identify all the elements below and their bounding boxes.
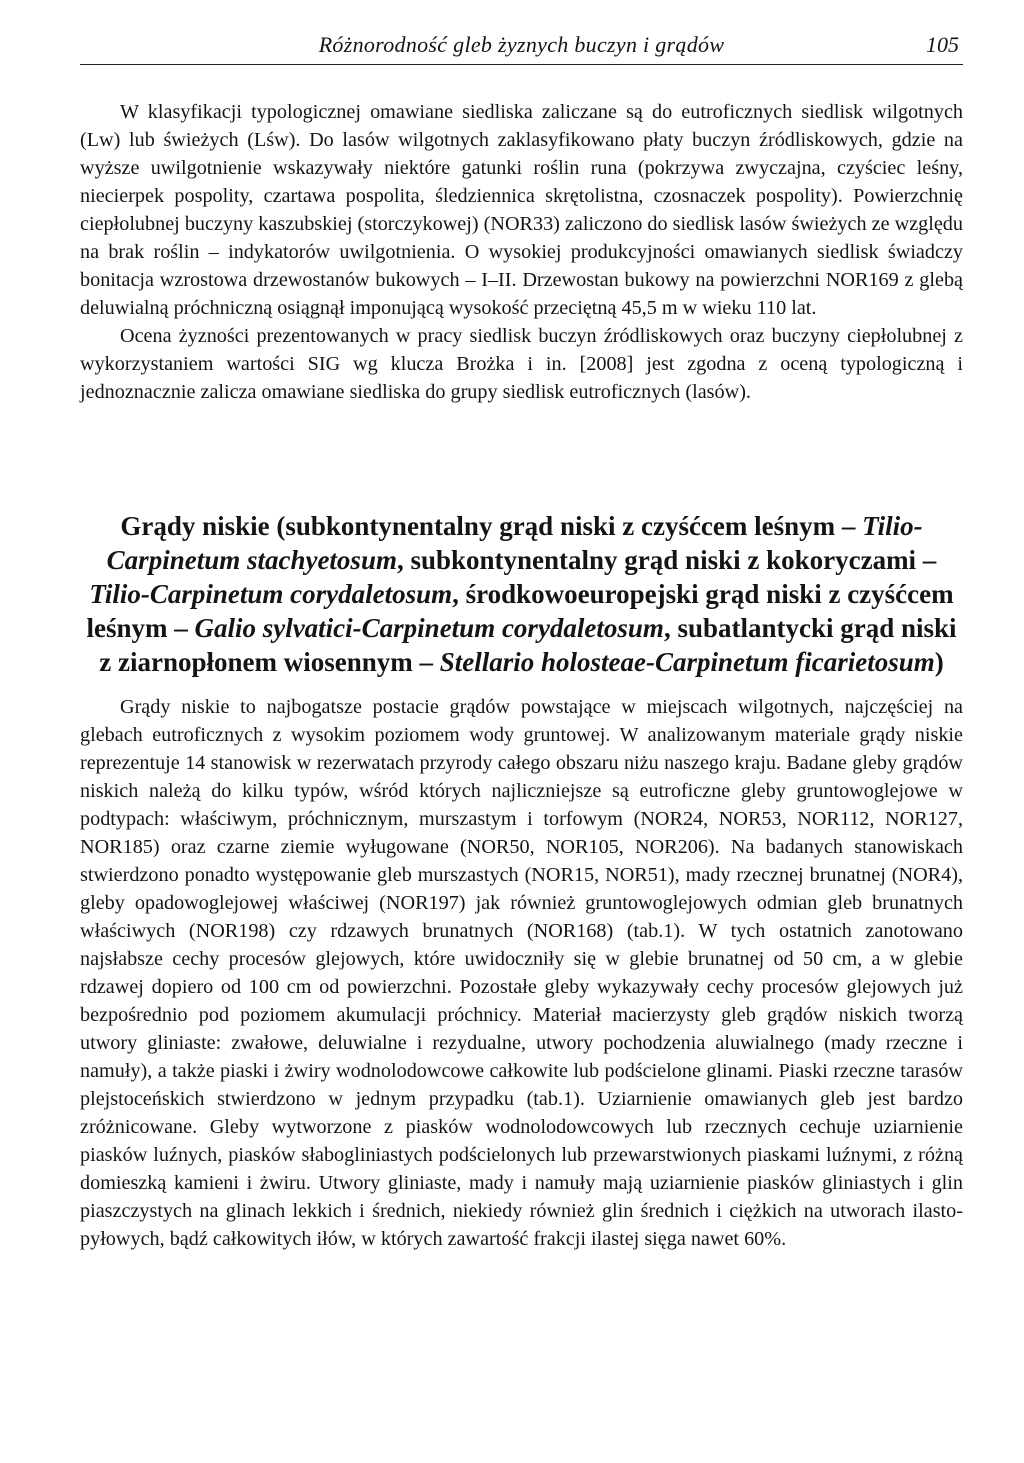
heading-text-4: , subatlantycki grąd niski z ziarnopłonem wiosennym – (99, 613, 957, 677)
heading-latin-4: Stellario holosteae-Carpinetum ficarietosum (439, 647, 935, 677)
paragraph-intro-1: W klasyfikacji typologicznej omawiane siedliska zaliczane są do eutroficznych siedlisk wilgotnych (Lw) lub świeżych (Lśw). Do lasów wilgotnych zaklasyfikowano płaty buczyn źródliskowych, gdzie na wyższe uwilgotnienie wskazywały niektóre gatunki roślin runa (pokrzywa zwyczajna, czyściec leśny, niecierpek pospolity, czartawa pospolita, śledziennica skrętolistna, czosnaczek pospolity). Powierzchnię ciepłolubnej buczyny kaszubskiej (storczykowej) (NOR33) zaliczono do siedlisk lasów świeżych ze względu na brak roślin – indykatorów uwilgotnienia. O wysokiej produkcyjności omawianych siedlisk świadczy bonitacja wzrostowa drzewostanów bukowych – I–II. Drzewostan bukowy na powierzchni NOR169 z glebą deluwialną próchniczną osiągnął imponującą wysokość przeciętną 45,5 m w wieku 110 lat. (80, 101, 963, 319)
heading-text-3: , środkowoeuropejski grąd niski z czyśćcem leśnym – (86, 579, 954, 643)
heading-latin-3: Galio sylvatici-Carpinetum corydaletosum (194, 613, 664, 643)
heading-text-1: Grądy niskie (subkontynentalny grąd niski z czyśćcem leśnym – (120, 511, 863, 541)
page-number: 105 (926, 32, 959, 57)
section-heading (80, 509, 963, 679)
section-grady-niskie (80, 509, 963, 1253)
heading-latin-2: Tilio-Carpinetum corydaletosum (89, 579, 453, 609)
running-title: Różnorodność gleb żyznych buczyn i grądów (318, 32, 725, 57)
document-page (80, 0, 963, 1463)
heading-text-2: , subkontynentalny grąd niski z kokoryczami – (396, 545, 937, 575)
paragraph-section-1: Grądy niskie to najbogatsze postacie grądów powstające w miejscach wilgotnych, najczęściej na glebach eutroficznych z wysokim poziomem wody gruntowej. W analizowanym materiale grądy niskie reprezentuje 14 stanowisk w rezerwatach przyrody całego obszaru niżu naszego kraju. Badane gleby grądów niskich należą do kilku typów, wśród których najliczniejsze są eutroficzne gleby gruntowoglejowe w podtypach: właściwym, próchnicznym, murszastym i torfowym (NOR24, NOR53, NOR112, NOR127, NOR185) oraz czarne ziemie wyługowane (NOR50, NOR105, NOR206). Na badanych stanowiskach stwierdzono ponadto występowanie gleb murszastych (NOR15, NOR51), mady rzecznej brunatnej (NOR4), gleby opadowoglejowej właściwej (NOR197) jak również gruntowoglejowych odmian gleb brunatnych właściwych (NOR198) czy rdzawych brunatnych (NOR168) (tab.1). W tych ostatnich zanotowano najsłabsze cechy procesów glejowych, które uwidoczniły się w glebie brunatnej od 50 cm, a w glebie rdzawej dopiero od 100 cm od powierzchni. Pozostałe gleby wykazywały cechy procesów glejowych już bezpośrednio pod poziomem akumulacji próchnicy. Materiał macierzysty gleb grądów niskich tworzą utwory gliniaste: zwałowe, deluwialne i rezydualne, utwory pochodzenia aluwialnego (mady rzeczne i namuły), a także piaski i żwiry wodnolodowcowe całkowite lub podścielone glinami. Piaski rzeczne tarasów plejstoceńskich stwierdzono w jednym przypadku (tab.1). Uziarnienie omawianych gleb jest bardzo zróżnicowane. Gleby wytworzone z piasków wodnolodowcowych lub rzecznych cechuje uziarnienie piasków luźnych, piasków słabogliniastych podścielonych lub przewarstwionych piaskami luźnymi, z różną domieszką kamieni i żwiru. Utwory gliniaste, mady i namuły mają uziarnienie piasków gliniastych i glin piaszczystych na glinach lekkich i średnich, niekiedy również glin średnich i ciężkich na utworach ilasto-pyłowych, bądź całkowitych iłów, w których zawartość frakcji ilastej sięga nawet 60%. (80, 696, 963, 1250)
paragraph-intro-2: Ocena żyzności prezentowanych w pracy siedlisk buczyn źródliskowych oraz buczyny ciepłolubnej z wykorzystaniem wartości SIG wg klucza Brożka i in. [2008] jest zgodna z oceną typologiczną i jednoznacznie zalicza omawiane siedliska do grupy siedlisk eutroficznych (lasów). (80, 325, 963, 403)
running-header (80, 30, 963, 65)
heading-text-5: ) (934, 647, 944, 677)
intro-text (80, 98, 963, 406)
heading-latin-1: Tilio-Carpinetum stachyetosum (106, 511, 923, 575)
